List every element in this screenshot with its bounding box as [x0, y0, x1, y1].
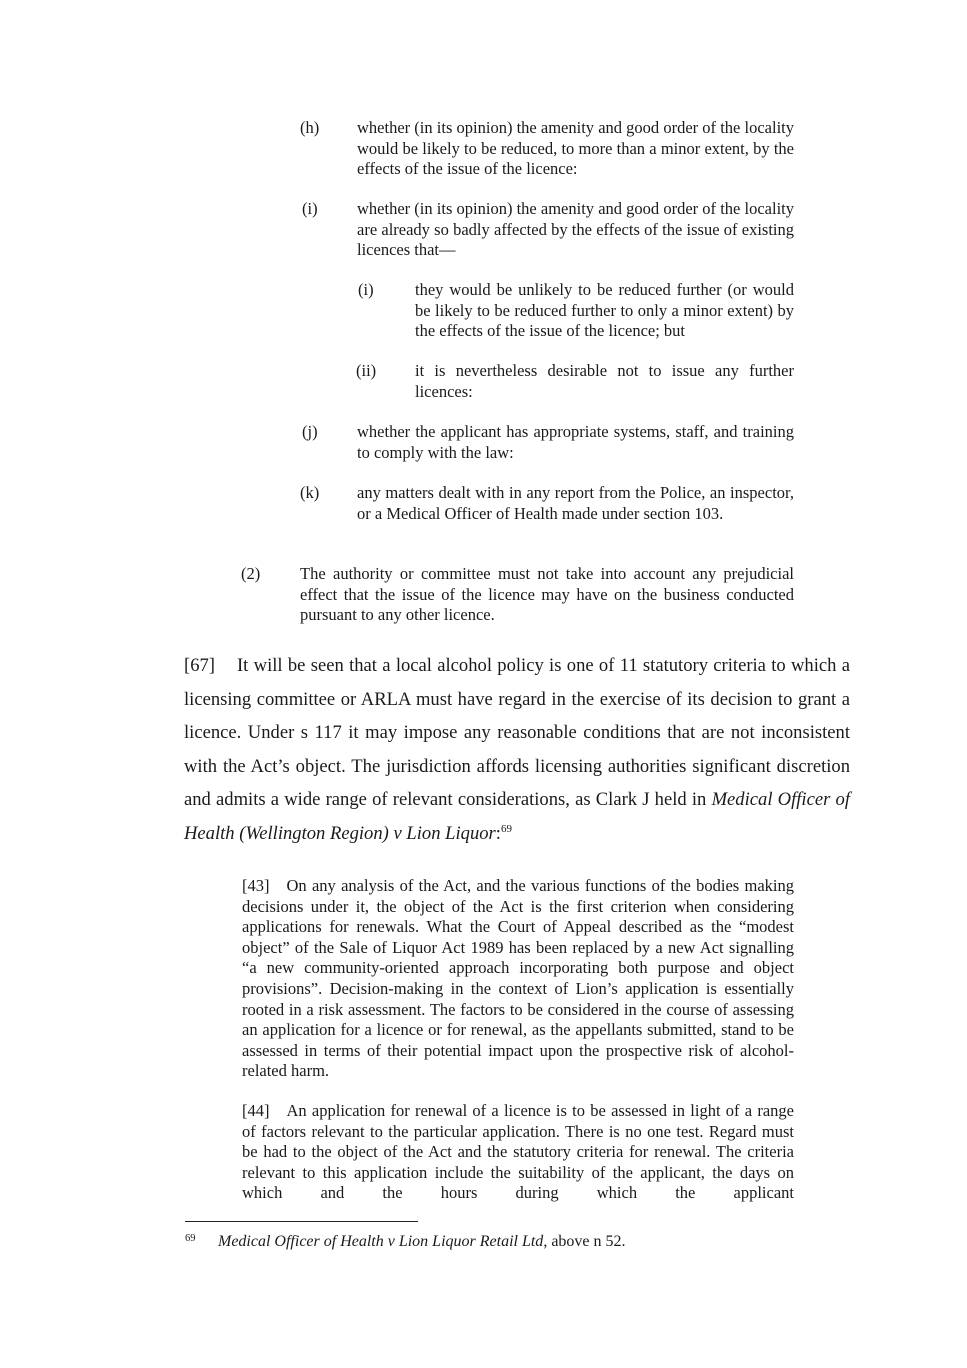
- footnote-number: 69: [185, 1233, 196, 1244]
- item-text: whether (in its opinion) the amenity and good order of the locality would be likely to be reduced, to more than a minor extent, by the effects of the issue of the licence:: [357, 118, 794, 179]
- citation-punctuation: :: [495, 822, 501, 844]
- footnote-reference[interactable]: 69: [500, 822, 512, 835]
- quoted-paragraph-number: [43]: [242, 876, 270, 895]
- quoted-paragraph-44: [242, 1101, 794, 1204]
- quoted-paragraph-number: [44]: [242, 1101, 270, 1120]
- item-label: (k): [300, 483, 320, 502]
- item-label: (h): [300, 118, 320, 137]
- footnote-69: [218, 1232, 626, 1252]
- footnote-case-name: Medical Officer of Health v Lion Liquor Retail Ltd: [218, 1233, 544, 1250]
- footnote-divider: [185, 1221, 418, 1222]
- item-label: (j): [302, 422, 318, 441]
- subitem-text: it is nevertheless desirable not to issue any further licences:: [415, 361, 794, 401]
- paragraph-number: [67]: [184, 655, 215, 676]
- quoted-paragraph-text: On any analysis of the Act, and the various functions of the bodies making decisions under it, the object of the Act is the first criterion when considering applications for renewals. What the Court of Appeal described as the “modest object” of the Sale of Liquor Act 1989 has been replaced by a new Act signalling “a new community-oriented approach incorporating both purpose and object provisions”. Decision-making in the context of Lion’s application is essentially rooted in a risk assessment. The factors to be considered in the course of assessing an application for a licence or for renewal, as the appellants submitted, stand to be assessed in terms of their potential impact upon the prospective risk of alcohol-related harm.: [242, 876, 794, 1081]
- item-text: any matters dealt with in any report from the Police, an inspector, or a Medical Officer of Health made under section 103.: [357, 483, 794, 523]
- footnote-text: , above n 52.: [543, 1233, 626, 1250]
- quoted-paragraph-text: An application for renewal of a licence is to be assessed in light of a range of factors relevant to the particular application. There is no one test. Regard must be had to the object of the Act and the statutory criteria for renewal. The criteria relevant to this application include the suitability of the applicant, the days on which and the hours during which the applicant: [242, 1101, 794, 1203]
- item-label: (i): [302, 199, 318, 218]
- item-text: whether (in its opinion) the amenity and good order of the locality are already so badly affected by the effects of the issue of existing licences that—: [357, 199, 794, 260]
- subitem-label: (i): [358, 280, 374, 299]
- paragraph-text: It will be seen that a local alcohol policy is one of 11 statutory criteria to which a licensing committee or ARLA must have regard in the exercise of its decision to grant a licence. Under s 117 it may impose any reasonable conditions that are not inconsistent with the Act’s object. The jurisdiction affords licensing authorities significant discretion and admits a wide range of relevant considerations, as Clark J held in: [184, 655, 850, 811]
- item-text: whether the applicant has appropriate systems, staff, and training to comply with the law:: [357, 422, 794, 462]
- case-citation: Medical Officer of Health (Wellington Region) v Lion Liquor: [184, 789, 850, 844]
- subitem-text: they would be unlikely to be reduced further (or would be likely to be reduced further to only a minor extent) by the effects of the issue of the licence; but: [415, 280, 794, 341]
- paragraph-67: [184, 649, 850, 851]
- subitem-label: (ii): [356, 361, 377, 380]
- subsection-text: The authority or committee must not take into account any prejudicial effect that the issue of the licence may have on the business conducted pursuant to any other licence.: [300, 564, 794, 625]
- subsection-label: (2): [241, 564, 261, 583]
- quoted-paragraph-43: [242, 876, 794, 1082]
